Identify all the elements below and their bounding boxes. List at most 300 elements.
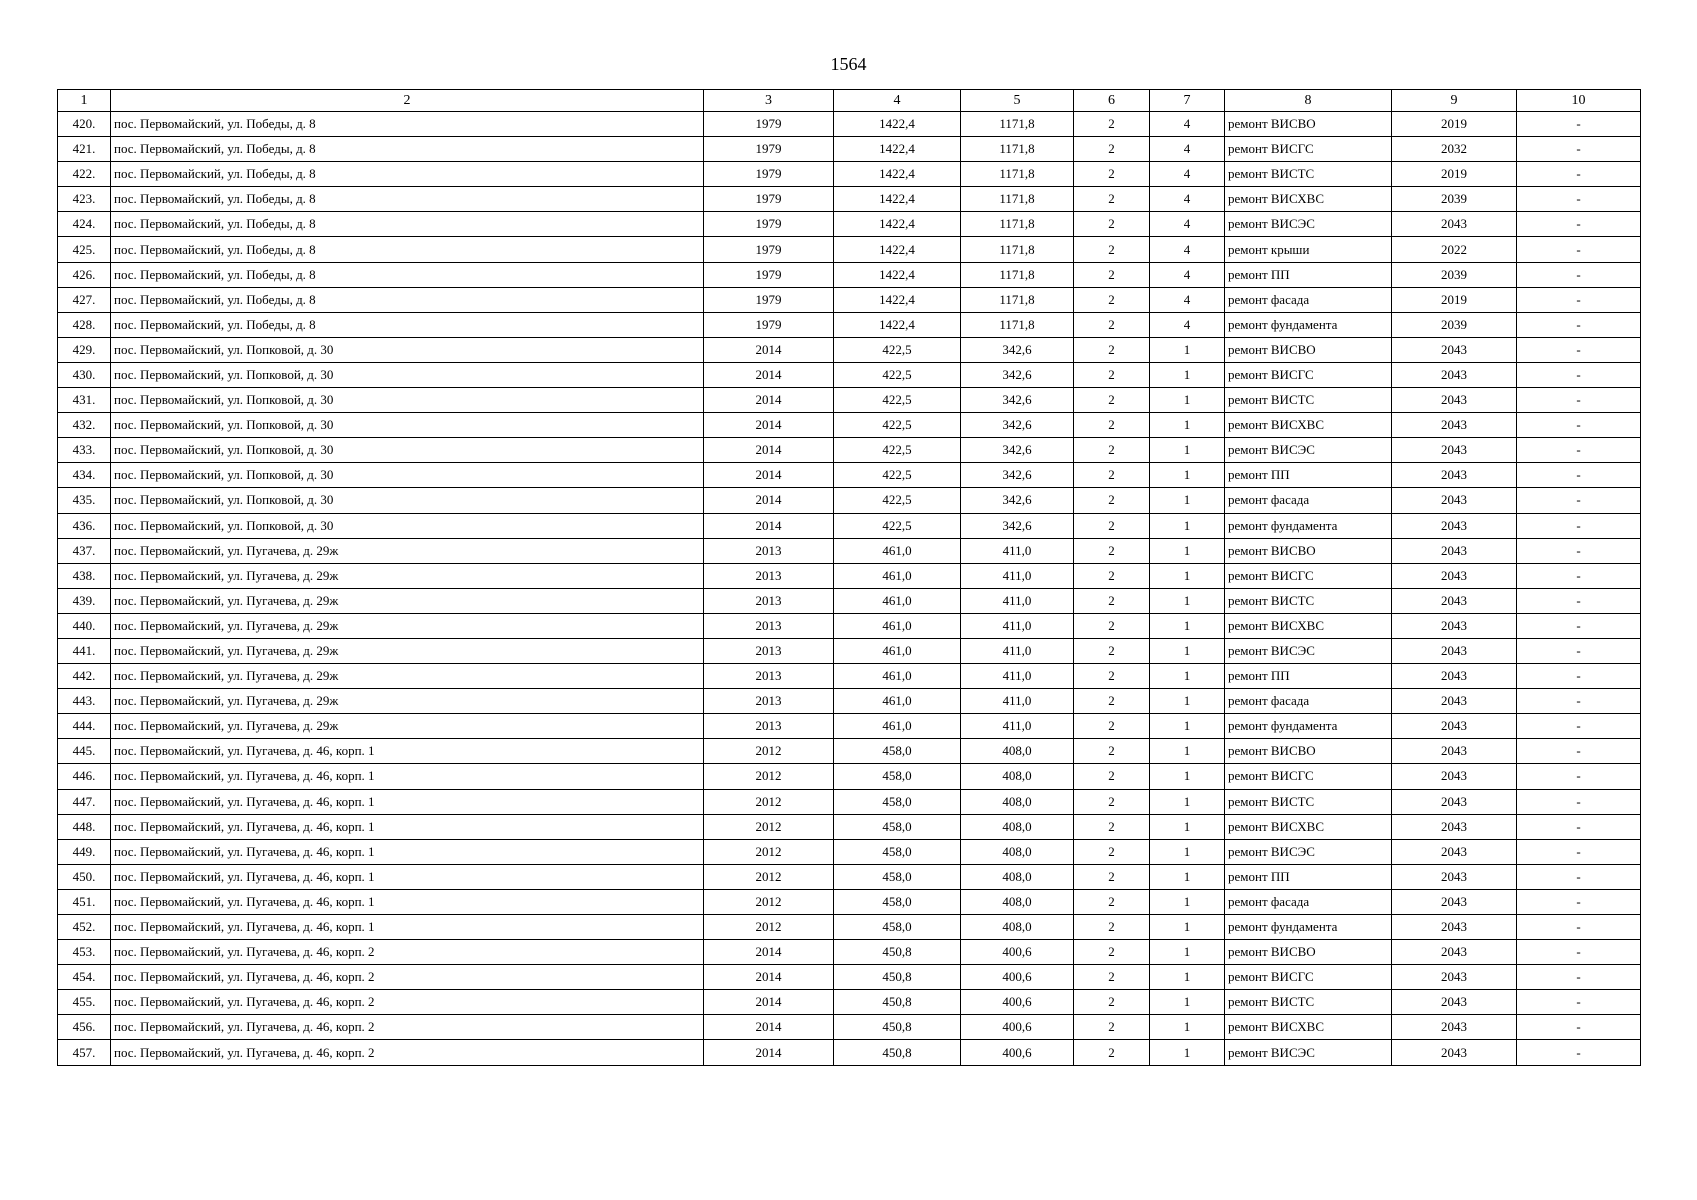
table-row [58, 538, 1641, 563]
row-number-cell: 446. [58, 764, 111, 789]
planned-year-cell: 2043 [1392, 689, 1517, 714]
work-type-cell: ремонт ВИСВО [1225, 337, 1392, 362]
table-row [58, 638, 1641, 663]
cell-col-10: - [1517, 940, 1641, 965]
cell-col-7: 4 [1150, 112, 1225, 137]
table-row [58, 915, 1641, 940]
address-cell: пос. Первомайский, ул. Попковой, д. 30 [111, 362, 704, 387]
cell-col-7: 4 [1150, 187, 1225, 212]
year-cell: 1979 [704, 237, 834, 262]
planned-year-cell: 2043 [1392, 814, 1517, 839]
living-area-cell: 411,0 [961, 588, 1074, 613]
work-type-cell: ремонт фундамента [1225, 915, 1392, 940]
year-cell: 1979 [704, 162, 834, 187]
total-area-cell: 1422,4 [834, 312, 961, 337]
living-area-cell: 400,6 [961, 1015, 1074, 1040]
table-row [58, 739, 1641, 764]
work-type-cell: ремонт ВИСТС [1225, 388, 1392, 413]
total-area-cell: 1422,4 [834, 212, 961, 237]
cell-col-7: 1 [1150, 488, 1225, 513]
row-number-cell: 422. [58, 162, 111, 187]
planned-year-cell: 2039 [1392, 187, 1517, 212]
cell-col-7: 1 [1150, 789, 1225, 814]
total-area-cell: 461,0 [834, 613, 961, 638]
living-area-cell: 1171,8 [961, 262, 1074, 287]
planned-year-cell: 2043 [1392, 563, 1517, 588]
table-row [58, 312, 1641, 337]
total-area-cell: 1422,4 [834, 162, 961, 187]
year-cell: 2014 [704, 388, 834, 413]
table-row [58, 162, 1641, 187]
year-cell: 1979 [704, 212, 834, 237]
year-cell: 1979 [704, 312, 834, 337]
address-cell: пос. Первомайский, ул. Победы, д. 8 [111, 162, 704, 187]
address-cell: пос. Первомайский, ул. Попковой, д. 30 [111, 463, 704, 488]
cell-col-7: 1 [1150, 563, 1225, 588]
planned-year-cell: 2043 [1392, 789, 1517, 814]
table-row [58, 237, 1641, 262]
address-cell: пос. Первомайский, ул. Пугачева, д. 46, корп. 1 [111, 739, 704, 764]
address-cell: пос. Первомайский, ул. Победы, д. 8 [111, 237, 704, 262]
address-cell: пос. Первомайский, ул. Пугачева, д. 29ж [111, 714, 704, 739]
row-number-cell: 454. [58, 965, 111, 990]
table-row [58, 187, 1641, 212]
planned-year-cell: 2043 [1392, 1015, 1517, 1040]
work-type-cell: ремонт фасада [1225, 889, 1392, 914]
cell-col-6: 2 [1074, 463, 1150, 488]
living-area-cell: 342,6 [961, 413, 1074, 438]
table-row [58, 413, 1641, 438]
cell-col-6: 2 [1074, 814, 1150, 839]
cell-col-10: - [1517, 337, 1641, 362]
work-type-cell: ремонт ВИСГС [1225, 764, 1392, 789]
cell-col-7: 1 [1150, 388, 1225, 413]
address-cell: пос. Первомайский, ул. Победы, д. 8 [111, 212, 704, 237]
table-row [58, 864, 1641, 889]
cell-col-6: 2 [1074, 789, 1150, 814]
living-area-cell: 411,0 [961, 563, 1074, 588]
cell-col-7: 1 [1150, 513, 1225, 538]
address-cell: пос. Первомайский, ул. Победы, д. 8 [111, 287, 704, 312]
planned-year-cell: 2043 [1392, 538, 1517, 563]
work-type-cell: ремонт ВИСТС [1225, 789, 1392, 814]
cell-col-6: 2 [1074, 613, 1150, 638]
address-cell: пос. Первомайский, ул. Пугачева, д. 46, корп. 2 [111, 1040, 704, 1065]
column-header: 10 [1517, 90, 1641, 112]
row-number-cell: 440. [58, 613, 111, 638]
total-area-cell: 461,0 [834, 588, 961, 613]
planned-year-cell: 2043 [1392, 463, 1517, 488]
year-cell: 2012 [704, 789, 834, 814]
cell-col-6: 2 [1074, 187, 1150, 212]
table-row [58, 287, 1641, 312]
row-number-cell: 436. [58, 513, 111, 538]
cell-col-6: 2 [1074, 312, 1150, 337]
cell-col-7: 1 [1150, 588, 1225, 613]
year-cell: 1979 [704, 287, 834, 312]
cell-col-7: 1 [1150, 839, 1225, 864]
year-cell: 2013 [704, 689, 834, 714]
living-area-cell: 408,0 [961, 814, 1074, 839]
table-row [58, 664, 1641, 689]
cell-col-10: - [1517, 212, 1641, 237]
living-area-cell: 400,6 [961, 990, 1074, 1015]
year-cell: 2013 [704, 638, 834, 663]
address-cell: пос. Первомайский, ул. Пугачева, д. 46, корп. 1 [111, 764, 704, 789]
cell-col-7: 1 [1150, 413, 1225, 438]
total-area-cell: 458,0 [834, 889, 961, 914]
table-row [58, 965, 1641, 990]
cell-col-10: - [1517, 438, 1641, 463]
work-type-cell: ремонт фундамента [1225, 714, 1392, 739]
year-cell: 2012 [704, 764, 834, 789]
work-type-cell: ремонт ВИСГС [1225, 563, 1392, 588]
total-area-cell: 458,0 [834, 839, 961, 864]
row-number-cell: 447. [58, 789, 111, 814]
year-cell: 2014 [704, 513, 834, 538]
year-cell: 2013 [704, 538, 834, 563]
total-area-cell: 1422,4 [834, 237, 961, 262]
cell-col-6: 2 [1074, 664, 1150, 689]
year-cell: 2014 [704, 990, 834, 1015]
row-number-cell: 453. [58, 940, 111, 965]
living-area-cell: 408,0 [961, 889, 1074, 914]
column-header: 9 [1392, 90, 1517, 112]
row-number-cell: 438. [58, 563, 111, 588]
work-type-cell: ремонт крыши [1225, 237, 1392, 262]
row-number-cell: 435. [58, 488, 111, 513]
address-cell: пос. Первомайский, ул. Пугачева, д. 46, корп. 1 [111, 789, 704, 814]
column-header: 6 [1074, 90, 1150, 112]
year-cell: 2014 [704, 965, 834, 990]
table-row [58, 488, 1641, 513]
planned-year-cell: 2043 [1392, 362, 1517, 387]
total-area-cell: 422,5 [834, 362, 961, 387]
total-area-cell: 458,0 [834, 864, 961, 889]
cell-col-7: 4 [1150, 262, 1225, 287]
row-number-cell: 452. [58, 915, 111, 940]
living-area-cell: 408,0 [961, 839, 1074, 864]
cell-col-10: - [1517, 1040, 1641, 1065]
year-cell: 2012 [704, 864, 834, 889]
cell-col-6: 2 [1074, 538, 1150, 563]
row-number-cell: 430. [58, 362, 111, 387]
work-type-cell: ремонт фасада [1225, 488, 1392, 513]
cell-col-10: - [1517, 714, 1641, 739]
living-area-cell: 342,6 [961, 438, 1074, 463]
total-area-cell: 461,0 [834, 664, 961, 689]
cell-col-6: 2 [1074, 588, 1150, 613]
table-row [58, 714, 1641, 739]
row-number-cell: 427. [58, 287, 111, 312]
living-area-cell: 1171,8 [961, 287, 1074, 312]
address-cell: пос. Первомайский, ул. Попковой, д. 30 [111, 413, 704, 438]
row-number-cell: 425. [58, 237, 111, 262]
column-header: 8 [1225, 90, 1392, 112]
year-cell: 2014 [704, 1040, 834, 1065]
row-number-cell: 423. [58, 187, 111, 212]
planned-year-cell: 2019 [1392, 112, 1517, 137]
row-number-cell: 456. [58, 1015, 111, 1040]
row-number-cell: 421. [58, 137, 111, 162]
table-row [58, 112, 1641, 137]
table-row [58, 764, 1641, 789]
year-cell: 2014 [704, 337, 834, 362]
table-row [58, 588, 1641, 613]
cell-col-10: - [1517, 990, 1641, 1015]
page-number: 1564 [830, 54, 867, 74]
address-cell: пос. Первомайский, ул. Победы, д. 8 [111, 112, 704, 137]
table-row [58, 1040, 1641, 1065]
cell-col-10: - [1517, 187, 1641, 212]
planned-year-cell: 2043 [1392, 337, 1517, 362]
total-area-cell: 461,0 [834, 714, 961, 739]
table-row [58, 1015, 1641, 1040]
cell-col-7: 1 [1150, 814, 1225, 839]
living-area-cell: 408,0 [961, 864, 1074, 889]
cell-col-7: 1 [1150, 337, 1225, 362]
total-area-cell: 422,5 [834, 463, 961, 488]
total-area-cell: 458,0 [834, 789, 961, 814]
cell-col-7: 1 [1150, 864, 1225, 889]
cell-col-7: 4 [1150, 162, 1225, 187]
cell-col-10: - [1517, 789, 1641, 814]
cell-col-7: 1 [1150, 739, 1225, 764]
table-row [58, 463, 1641, 488]
cell-col-10: - [1517, 739, 1641, 764]
work-type-cell: ремонт ВИСЭС [1225, 438, 1392, 463]
column-header: 5 [961, 90, 1074, 112]
cell-col-10: - [1517, 664, 1641, 689]
work-type-cell: ремонт ПП [1225, 463, 1392, 488]
living-area-cell: 1171,8 [961, 212, 1074, 237]
cell-col-10: - [1517, 864, 1641, 889]
cell-col-7: 1 [1150, 613, 1225, 638]
cell-col-6: 2 [1074, 764, 1150, 789]
work-type-cell: ремонт ВИСГС [1225, 137, 1392, 162]
address-cell: пос. Первомайский, ул. Победы, д. 8 [111, 312, 704, 337]
cell-col-6: 2 [1074, 262, 1150, 287]
living-area-cell: 411,0 [961, 664, 1074, 689]
planned-year-cell: 2043 [1392, 638, 1517, 663]
year-cell: 2012 [704, 839, 834, 864]
work-type-cell: ремонт ВИСВО [1225, 112, 1392, 137]
year-cell: 2013 [704, 613, 834, 638]
work-type-cell: ремонт ВИСЭС [1225, 212, 1392, 237]
planned-year-cell: 2043 [1392, 438, 1517, 463]
row-number-cell: 426. [58, 262, 111, 287]
work-type-cell: ремонт ВИСГС [1225, 965, 1392, 990]
address-cell: пос. Первомайский, ул. Попковой, д. 30 [111, 337, 704, 362]
cell-col-10: - [1517, 538, 1641, 563]
planned-year-cell: 2043 [1392, 212, 1517, 237]
address-cell: пос. Первомайский, ул. Попковой, д. 30 [111, 388, 704, 413]
table-row [58, 889, 1641, 914]
row-number-cell: 441. [58, 638, 111, 663]
cell-col-6: 2 [1074, 714, 1150, 739]
year-cell: 2014 [704, 463, 834, 488]
work-type-cell: ремонт фасада [1225, 287, 1392, 312]
year-cell: 2014 [704, 362, 834, 387]
cell-col-6: 2 [1074, 689, 1150, 714]
work-type-cell: ремонт ВИСХВС [1225, 187, 1392, 212]
table-row [58, 212, 1641, 237]
living-area-cell: 342,6 [961, 337, 1074, 362]
row-number-cell: 448. [58, 814, 111, 839]
cell-col-6: 2 [1074, 438, 1150, 463]
living-area-cell: 408,0 [961, 915, 1074, 940]
year-cell: 2014 [704, 413, 834, 438]
row-number-cell: 451. [58, 889, 111, 914]
work-type-cell: ремонт ВИСВО [1225, 739, 1392, 764]
row-number-cell: 443. [58, 689, 111, 714]
address-cell: пос. Первомайский, ул. Пугачева, д. 29ж [111, 664, 704, 689]
total-area-cell: 458,0 [834, 814, 961, 839]
planned-year-cell: 2043 [1392, 714, 1517, 739]
work-type-cell: ремонт фасада [1225, 689, 1392, 714]
total-area-cell: 450,8 [834, 1040, 961, 1065]
table-row [58, 388, 1641, 413]
total-area-cell: 1422,4 [834, 187, 961, 212]
cell-col-6: 2 [1074, 990, 1150, 1015]
cell-col-7: 4 [1150, 212, 1225, 237]
cell-col-10: - [1517, 1015, 1641, 1040]
cell-col-10: - [1517, 839, 1641, 864]
cell-col-10: - [1517, 814, 1641, 839]
cell-col-10: - [1517, 137, 1641, 162]
address-cell: пос. Первомайский, ул. Пугачева, д. 46, корп. 1 [111, 814, 704, 839]
address-cell: пос. Первомайский, ул. Победы, д. 8 [111, 262, 704, 287]
planned-year-cell: 2043 [1392, 388, 1517, 413]
cell-col-7: 4 [1150, 287, 1225, 312]
total-area-cell: 450,8 [834, 965, 961, 990]
row-number-cell: 431. [58, 388, 111, 413]
cell-col-7: 1 [1150, 638, 1225, 663]
repair-schedule-table [57, 89, 1641, 1066]
living-area-cell: 411,0 [961, 613, 1074, 638]
column-number-header-row [58, 90, 1641, 112]
cell-col-6: 2 [1074, 915, 1150, 940]
year-cell: 2013 [704, 714, 834, 739]
cell-col-6: 2 [1074, 739, 1150, 764]
cell-col-6: 2 [1074, 638, 1150, 663]
year-cell: 1979 [704, 262, 834, 287]
table-row [58, 438, 1641, 463]
cell-col-7: 1 [1150, 1015, 1225, 1040]
table-row [58, 563, 1641, 588]
address-cell: пос. Первомайский, ул. Пугачева, д. 29ж [111, 588, 704, 613]
cell-col-6: 2 [1074, 839, 1150, 864]
planned-year-cell: 2019 [1392, 287, 1517, 312]
table-body [58, 112, 1641, 1066]
address-cell: пос. Первомайский, ул. Попковой, д. 30 [111, 488, 704, 513]
planned-year-cell: 2043 [1392, 588, 1517, 613]
living-area-cell: 411,0 [961, 689, 1074, 714]
row-number-cell: 433. [58, 438, 111, 463]
cell-col-6: 2 [1074, 864, 1150, 889]
living-area-cell: 342,6 [961, 463, 1074, 488]
living-area-cell: 411,0 [961, 638, 1074, 663]
table-row [58, 839, 1641, 864]
cell-col-10: - [1517, 513, 1641, 538]
total-area-cell: 1422,4 [834, 262, 961, 287]
address-cell: пос. Первомайский, ул. Пугачева, д. 46, корп. 2 [111, 965, 704, 990]
year-cell: 2012 [704, 915, 834, 940]
total-area-cell: 422,5 [834, 388, 961, 413]
planned-year-cell: 2043 [1392, 839, 1517, 864]
row-number-cell: 442. [58, 664, 111, 689]
work-type-cell: ремонт фундамента [1225, 312, 1392, 337]
work-type-cell: ремонт ПП [1225, 864, 1392, 889]
cell-col-10: - [1517, 764, 1641, 789]
work-type-cell: ремонт ВИСХВС [1225, 814, 1392, 839]
cell-col-6: 2 [1074, 162, 1150, 187]
cell-col-7: 1 [1150, 889, 1225, 914]
address-cell: пос. Первомайский, ул. Пугачева, д. 46, корп. 1 [111, 864, 704, 889]
work-type-cell: ремонт ВИСТС [1225, 990, 1392, 1015]
address-cell: пос. Первомайский, ул. Пугачева, д. 29ж [111, 538, 704, 563]
cell-col-6: 2 [1074, 362, 1150, 387]
cell-col-6: 2 [1074, 413, 1150, 438]
cell-col-7: 1 [1150, 438, 1225, 463]
cell-col-6: 2 [1074, 1015, 1150, 1040]
column-header: 3 [704, 90, 834, 112]
planned-year-cell: 2043 [1392, 965, 1517, 990]
planned-year-cell: 2039 [1392, 262, 1517, 287]
living-area-cell: 1171,8 [961, 137, 1074, 162]
living-area-cell: 342,6 [961, 513, 1074, 538]
cell-col-7: 1 [1150, 362, 1225, 387]
total-area-cell: 422,5 [834, 413, 961, 438]
planned-year-cell: 2043 [1392, 1040, 1517, 1065]
row-number-cell: 445. [58, 739, 111, 764]
row-number-cell: 432. [58, 413, 111, 438]
cell-col-10: - [1517, 965, 1641, 990]
address-cell: пос. Первомайский, ул. Пугачева, д. 29ж [111, 638, 704, 663]
table-row [58, 513, 1641, 538]
planned-year-cell: 2043 [1392, 664, 1517, 689]
planned-year-cell: 2043 [1392, 739, 1517, 764]
planned-year-cell: 2043 [1392, 864, 1517, 889]
planned-year-cell: 2043 [1392, 513, 1517, 538]
living-area-cell: 1171,8 [961, 312, 1074, 337]
cell-col-6: 2 [1074, 563, 1150, 588]
living-area-cell: 1171,8 [961, 162, 1074, 187]
planned-year-cell: 2019 [1392, 162, 1517, 187]
planned-year-cell: 2022 [1392, 237, 1517, 262]
cell-col-7: 4 [1150, 137, 1225, 162]
year-cell: 2014 [704, 438, 834, 463]
living-area-cell: 408,0 [961, 739, 1074, 764]
planned-year-cell: 2043 [1392, 940, 1517, 965]
work-type-cell: ремонт ВИСХВС [1225, 413, 1392, 438]
cell-col-6: 2 [1074, 112, 1150, 137]
address-cell: пос. Первомайский, ул. Пугачева, д. 29ж [111, 563, 704, 588]
cell-col-7: 1 [1150, 764, 1225, 789]
living-area-cell: 400,6 [961, 965, 1074, 990]
year-cell: 1979 [704, 187, 834, 212]
work-type-cell: ремонт ВИСХВС [1225, 613, 1392, 638]
cell-col-10: - [1517, 162, 1641, 187]
table-row [58, 362, 1641, 387]
work-type-cell: ремонт ВИСТС [1225, 588, 1392, 613]
planned-year-cell: 2043 [1392, 764, 1517, 789]
year-cell: 2013 [704, 588, 834, 613]
year-cell: 1979 [704, 137, 834, 162]
row-number-cell: 450. [58, 864, 111, 889]
row-number-cell: 444. [58, 714, 111, 739]
planned-year-cell: 2043 [1392, 990, 1517, 1015]
